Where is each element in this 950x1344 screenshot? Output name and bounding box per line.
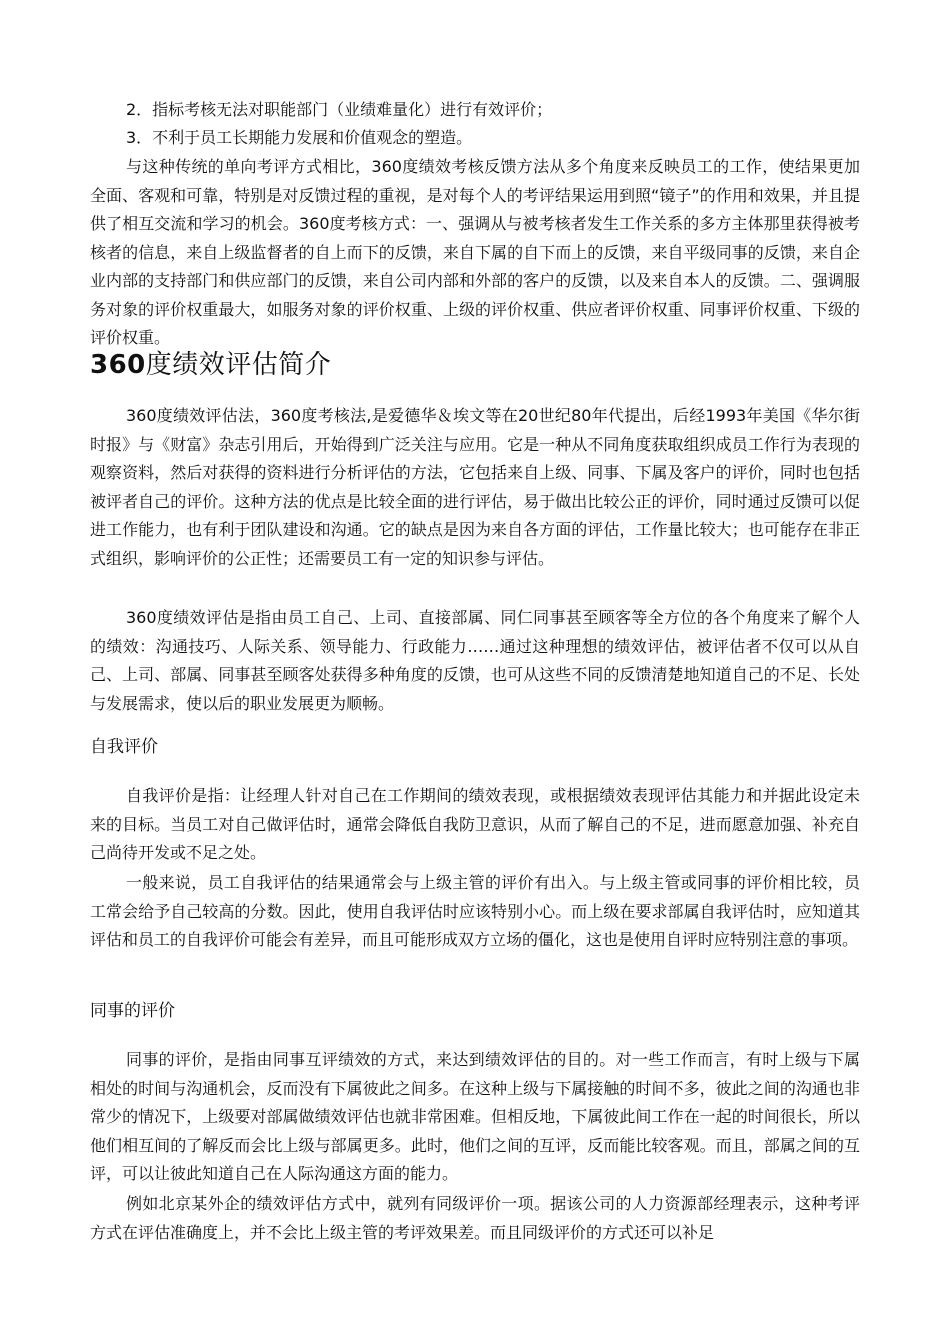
peer-evaluation-paragraph-2: 例如北京某外企的绩效评估方式中，就列有同级评价一项。据该公司的人力资源部经理表示，这种考评方式在评估准确度上，并不会比上级主管的考评效果差。而且同级评价的方式还可以补足 bbox=[90, 1194, 860, 1242]
section-title-number: 360 bbox=[90, 350, 146, 380]
list-item-2: 2．指标考核无法对职能部门（业绩难量化）进行有效评价； bbox=[126, 100, 553, 119]
section-360-paragraph-2: 360度绩效评估是指由员工自己、上司、直接部属、同仁同事甚至顾客等全方位的各个角度来了解个人的绩效：沟通技巧、人际关系、领导能力、行政能力……通过这种理想的绩效评估，被评估者不仅可以从自己、上司、部属、同事甚至顾客处获得多种角度的反馈，也可从这些不同的反馈清楚地知道自己的不足、长处与发展需求，使以后的职业发展更为顺畅。 bbox=[90, 608, 860, 713]
list-item-3: 3．不利于员工长期能力发展和价值观念的塑造。 bbox=[126, 128, 473, 147]
section-title-text: 度绩效评估简介 bbox=[145, 350, 332, 380]
self-evaluation-paragraph-1: 自我评价是指：让经理人针对自己在工作期间的绩效表现，或根据绩效表现评估其能力和并据此设定未来的目标。当员工对自己做评估时，通常会降低自我防卫意识，从而了解自己的不足，进而愿意加强、补充自己尚待开发或不足之处。 bbox=[90, 786, 860, 862]
peer-evaluation-paragraph-1: 同事的评价，是指由同事互评绩效的方式，来达到绩效评估的目的。对一些工作而言，有时上级与下属相处的时间与沟通机会，反而没有下属彼此之间多。在这种上级与下属接触的时间不多，彼此之间的沟通也非常少的情况下，上级要对部属做绩效评估也就非常困难。但相反地，下属彼此间工作在一起的时间很长，所以他们相互间的了解反而会比上级与部属更多。此时，他们之间的互评，反而能比较客观。而且，部属之间的互评，可以让彼此知道自己在人际沟通这方面的能力。 bbox=[90, 1050, 860, 1183]
section-360-paragraph-1: 360度绩效评估法，360度考核法,是爱德华＆埃文等在20世纪80年代提出，后经1993年美国《华尔街时报》与《财富》杂志引用后，开始得到广泛关注与应用。它是一种从不同角度获取组织成员工作行为表现的观察资料，然后对获得的资料进行分析评估的方法，它包括来自上级、同事、下属及客户的评价，同时也包括被评者自己的评价。这种方法的优点是比较全面的进行评估，易于做出比较公正的评价，同时通过反馈可以促进工作能力，也有利于团队建设和沟通。它的缺点是因为来自各方面的评估，工作量比较大；也可能存在非正式组织，影响评价的公正性；还需要员工有一定的知识参与评估。 bbox=[90, 406, 860, 568]
section-title-peer-evaluation: 同事的评价 bbox=[90, 1001, 175, 1021]
self-evaluation-paragraph-2: 一般来说，员工自我评估的结果通常会与上级主管的评价有出入。与上级主管或同事的评价相比较，员工常会给予自己较高的分数。因此，使用自我评估时应该特别小心。而上级在要求部属自我评估时，应知道其评估和员工的自我评价可能会有差异，而且可能形成双方立场的僵化，这也是使用自评时应特别注意的事项。 bbox=[90, 873, 860, 949]
intro-paragraph: 与这种传统的单向考评方式相比，360度绩效考核反馈方法从多个角度来反映员工的工作，使结果更加全面、客观和可靠，特别是对反馈过程的重视，是对每个人的考评结果运用到照“镜子”的作用和效果，并且提供了相互交流和学习的机会。360度考核方式：一、强调从与被考核者发生工作关系的多方主体那里获得被考核者的信息，来自上级监督者的自上而下的反馈，来自下属的自下而上的反馈，来自平级同事的反馈，来自企业内部的支持部门和供应部门的反馈，来自公司内部和外部的客户的反馈，以及来自本人的反馈。二、强调服务对象的评价权重最大，如服务对象的评价权重、上级的评价权重、供应者评价权重、同事评价权重、下级的评价权重。 bbox=[90, 157, 860, 347]
section-title-self-evaluation: 自我评价 bbox=[90, 737, 158, 757]
section-title-360 bbox=[90, 348, 860, 382]
